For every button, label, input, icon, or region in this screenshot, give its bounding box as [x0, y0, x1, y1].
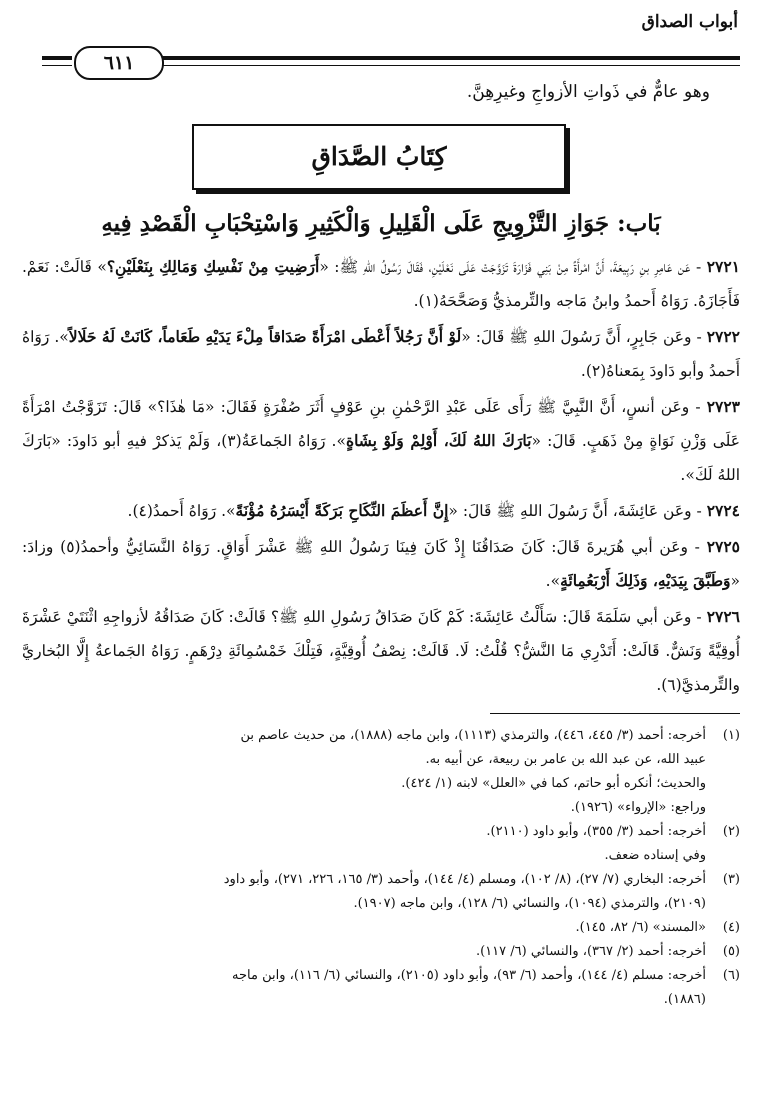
hadith [22, 390, 740, 492]
footnote-line: أخرجه: أحمد (٣/ ٣٥٥)، وأبو داود (٢١١٠). [486, 824, 706, 839]
hadith-number: ٢٧٢٣ [706, 397, 740, 416]
hadith-text: - وعَن جَابِرٍ، أَنَّ رَسُولَ اللهِ ﷺ قَالَ: « [461, 328, 702, 346]
footnote-number: (٤) [722, 920, 740, 935]
footnote-line: «المسند» (٦/ ٨٢، ١٤٥). [575, 920, 706, 935]
footnote-line: عبيد الله، عن عبد الله بن عامر بن ربيعة، عن أبيه به. [425, 752, 706, 767]
footnote [22, 724, 740, 820]
footnote [22, 868, 740, 916]
page-number: ٦١١ [74, 46, 164, 80]
footnote-line: أخرجه: أحمد (٣/ ٤٤٥، ٤٤٦)، والترمذي (١١١٣)، وابن ماجه (١٨٨٨)، من حديث عاصم بن [240, 728, 706, 743]
running-title: أبواب الصداق [641, 12, 738, 32]
footnote [22, 820, 740, 868]
hadith-text: - وعَن عَائِشَةَ، أَنَّ رَسُولَ اللهِ ﷺ قَالَ: « [448, 502, 702, 520]
footnote-number: (١) [722, 728, 740, 743]
footnote-line: أخرجه: البخاري (٧/ ٢٧)، (٨/ ١٠٢)، ومسلم (٤/ ١٤٤)، وأحمد (٣/ ١٦٥، ٢٢٦، ٢٧١)، وأبو داود [223, 872, 706, 887]
footnotes [22, 724, 740, 1012]
footnote-number: (٦) [722, 968, 740, 983]
footnote-line: وراجع: «الإرواء» (١٩٢٦). [570, 800, 706, 815]
book-page [22, 0, 740, 1107]
footnote-line: وفي إسناده ضعف. [604, 848, 706, 863]
hadith-number: ٢٧٢٤ [706, 501, 740, 520]
bab-heading: بَاب: جَوَازِ التَّزْوِيجِ عَلَى الْقَلِيلِ وَالْكَثِيرِ وَاسْتِحْبَابِ الْقَصْدِ فِيهِ [101, 210, 661, 237]
footnote-number: (٢) [722, 824, 740, 839]
hadith [22, 250, 740, 318]
kitab-title-box [192, 124, 566, 190]
hadith-tail: » قَالَتْ: نَعَمْ. فَأَجَازَهُ. رَوَاهُ أَحمدُ وابنُ مَاجه والتِّرمذيُّ وَصَحَّحَهُ(١). [22, 258, 740, 310]
hadith-number: ٢٧٢٢ [706, 327, 740, 346]
hadith-text: - وعَن أبي هُرَيرةَ قَالَ: كَانَ صَدَاقُنَا إِذْ كَانَ فِينَا رَسُولُ اللهِ ﷺ عَشْرَ أَوَاقٍ. رَوَاهُ النَّسَائِيُّ وأحمدُ(٥) وزادَ: « [22, 538, 740, 590]
footnote-line: والحديث؛ أنكره أبو حاتم، كما في «العلل» لابنه (١/ ٤٢٤). [401, 776, 706, 791]
footnote-line: (٢١٠٩)، والترمذي (١٠٩٤)، والنسائي (٦/ ١٢٨)، وابن ماجه (١٩٠٧). [353, 896, 706, 911]
hadith-quote: لَوْ أَنَّ رَجُلاً أَعْطَى امْرَأَةً صَدَاقاً مِلْءَ يَدَيْهِ طَعَاماً، كَانَتْ لَهُ حَلَالاً [68, 327, 462, 346]
hadith-text: - عَن عَامِرِ بنِ رَبِيعَةَ، أَنَّ امْرأَةً مِنْ بَنِي فَزَارَةَ تَزَوَّجَتْ عَلَى نَعْلَيْنِ، فَقَالَ رَسُولُ اللهِ ﷺ: « [319, 258, 702, 276]
hadith-list [22, 250, 740, 704]
intro-line: وهو عامٌّ في ذَواتِ الأزواجِ وغيرِهِنَّ. [466, 82, 710, 102]
footnote-number: (٣) [722, 872, 740, 887]
hadith [22, 600, 740, 702]
hadith [22, 320, 740, 388]
footnote-number: (٥) [722, 944, 740, 959]
page-header [22, 12, 740, 72]
header-rule-thin [162, 65, 740, 66]
kitab-title: كِتَابُ الصَّدَاقِ [311, 142, 447, 171]
hadith-quote: بَارَكَ اللهُ لَكَ، أَوْلِمْ وَلَوْ بِشَاةٍ [345, 431, 532, 450]
footnote [22, 916, 740, 940]
footnote [22, 964, 740, 1012]
hadith-text: - وعَن أنسٍ، أَنَّ النَّبِيَّ ﷺ رَأَى عَلَى عَبْدِ الرَّحْمٰنِ بنِ عَوْفٍ أَثَرَ صُفْرَةٍ فَقَالَ: «مَا هٰذَا؟» قَالَ: تَزَوَّجْتُ امْرَأَةً عَلَى وَزْنِ نَوَاةٍ مِنْ ذَهَبٍ. قَالَ: « [22, 398, 740, 450]
footnote-separator [490, 713, 740, 714]
header-rule-left [42, 56, 72, 60]
hadith-quote: إِنَّ أَعظَمَ النِّكَاحِ بَرَكَةً أَيْسَرُهُ مُؤْنَةً [235, 501, 449, 520]
hadith-text: - وعَن أبي سَلَمَةَ قَالَ: سَأَلْتُ عَائِشَةَ: كَمْ كَانَ صَدَاقُ رَسُولِ اللهِ ﷺ؟ قَالَتْ: كَانَ صَدَاقُهُ لأزواجِهِ اثْنَتَيْ عَشْرَةَ أُوقِيَّةً وَنَشٌّ. قَالَتْ: أَتَدْرِي مَا النَّشُّ؟ قُلْتُ: لَا. قَالَتْ: نِصْفُ أُوقِيَّةٍ، فَتِلْكَ خَمْسُمِائَةِ دِرْهَمٍ. رَوَاهُ الجَماعةُ إِلَّا البُخاريَّ والتِّرمذيَّ(٦). [22, 608, 740, 694]
hadith-number: ٢٧٢٥ [706, 537, 740, 556]
hadith [22, 530, 740, 598]
hadith-tail: ». رَوَاهُ أَحمدُ وأبو دَاودَ بِمَعناهُ(٢). [22, 328, 740, 380]
header-rule-left-thin [42, 65, 72, 66]
hadith-tail: ». رَوَاهُ أَحمدُ(٤). [127, 502, 236, 520]
hadith-number: ٢٧٢١ [706, 257, 741, 276]
hadith-tail: ». [545, 572, 561, 590]
footnote-line: أخرجه: مسلم (٤/ ١٤٤)، وأحمد (٦/ ٩٣)، وأبو داود (٢١٠٥)، والنسائي (٦/ ١١٦)، وابن ماجه [232, 968, 706, 983]
hadith-number: ٢٧٢٦ [706, 607, 740, 626]
hadith-tail: ». رَوَاهُ الجَماعَةُ(٣)، وَلَمْ يَذكرْ فيهِ أبو دَاودَ: «بَارَكَ اللهُ لَكَ». [22, 432, 740, 484]
footnote [22, 940, 740, 964]
hadith [22, 494, 740, 528]
hadith-quote: أَرَضِيتِ مِنْ نَفْسِكِ وَمَالِكِ بِنَعْلَيْنِ؟ [106, 257, 320, 276]
hadith-quote: وَطَبَّقَ بِيَدَيْهِ، وَذَلِكَ أَرْبَعُمِائَةٍ [560, 571, 731, 590]
footnote-line: (١٨٨٦). [663, 992, 706, 1007]
header-rule [162, 56, 740, 60]
footnote-line: أخرجه: أحمد (٢/ ٣٦٧)، والنسائي (٦/ ١١٧). [475, 944, 706, 959]
